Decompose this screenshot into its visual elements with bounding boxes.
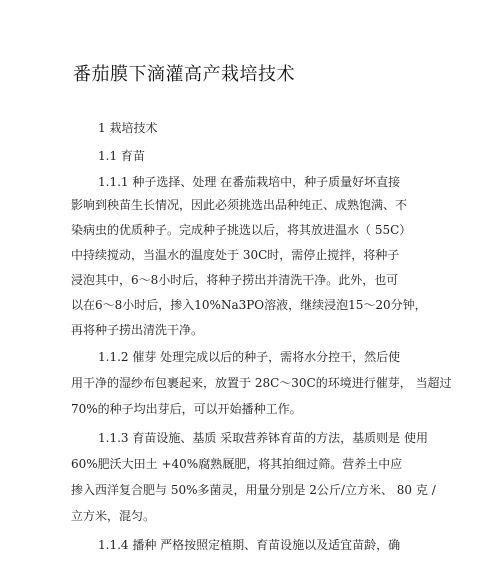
paragraph-line: 再将种子捞出清洗干净。 bbox=[71, 323, 204, 337]
paragraph-line: 60%肥沃大田土 +40%腐熟厩肥，将其拍细过筛。营养土中应 bbox=[71, 457, 403, 471]
paragraph-line: 染病虫的优质种子。完成种子挑选以后，将其放进温水（ 55C） bbox=[71, 223, 412, 237]
paragraph-line: 1.1.4 播种 严格按照定植期、育苗设施以及适宜苗龄，确 bbox=[98, 538, 401, 552]
paragraph-line: 1.1.3 育苗设施、基质 采取营养钵育苗的方法，基质则是 使用 bbox=[98, 431, 428, 445]
paragraph-line: 影响到秧苗生长情况，因此必须挑选出品种纯正、成熟饱满、不 bbox=[71, 198, 408, 212]
paragraph-line: 立方米，混匀。 bbox=[71, 509, 156, 523]
paragraph-line: 70%的种子均出芽后，可以开始播种工作。 bbox=[71, 402, 302, 416]
subsection-heading: 1.1 育苗 bbox=[98, 149, 145, 163]
paragraph-line: 中持续搅动，当温水的温度处于 30C时，需停止搅拌，将种子 bbox=[71, 248, 400, 262]
document-title: 番茄膜下滴灌高产栽培技术 bbox=[73, 64, 295, 85]
section-heading: 1 栽培技术 bbox=[98, 121, 158, 135]
paragraph-line: 以在6〜8小时后，掺入10%Na3PO溶液，继续浸泡15〜20分钟， bbox=[71, 298, 427, 312]
paragraph-line: 1.1.2 催芽 处理完成以后的种子，需将水分控干，然后使 bbox=[98, 350, 401, 364]
paragraph-line: 浸泡其中，6〜8小时后，将种子捞出并清洗干净。此外，也可 bbox=[71, 273, 399, 287]
paragraph-line: 掺入西洋复合肥与 50%多菌灵，用量分别是 2公斤/立方米、 80 克 / bbox=[71, 483, 436, 497]
bottom-fade bbox=[0, 552, 500, 566]
paragraph-line: 用干净的湿纱布包裹起来，放置于 28C〜30C的环境进行催芽， 当超过 bbox=[71, 376, 452, 390]
paragraph-line: 1.1.1 种子选择、处理 在番茄栽培中，种子质量好坏直接 bbox=[98, 175, 401, 189]
